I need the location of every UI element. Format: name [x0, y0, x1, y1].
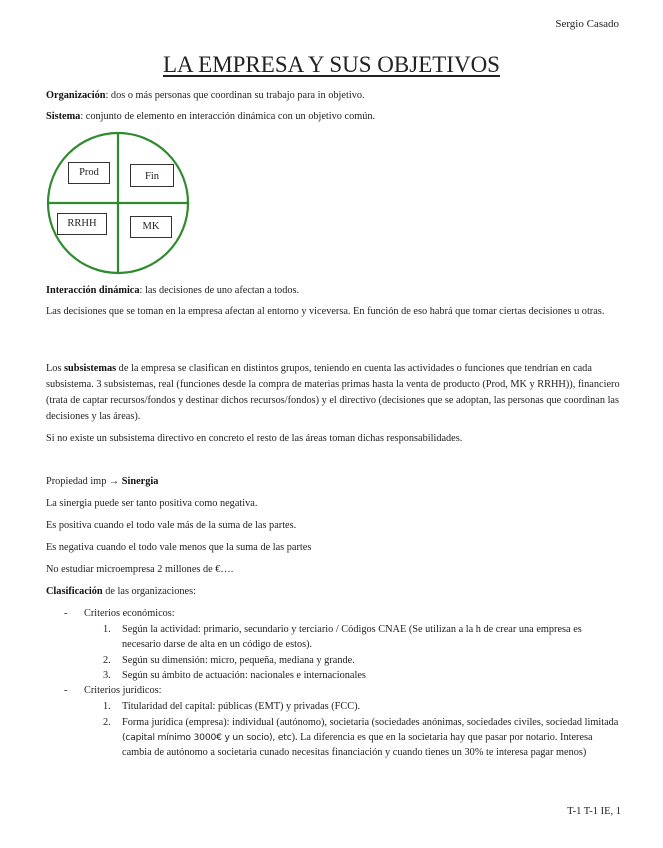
organizacion-definition — [46, 88, 365, 104]
author-name: Sergio Casado — [555, 18, 619, 30]
handwritten-note: (capital mínimo 3000€ y un socio), etc — [122, 732, 292, 743]
page-footer: T-1 T-1 IE, 1 — [567, 806, 621, 817]
sistema-text: : conjunto de elemento en interacción dinámica con un objetivo común. — [80, 111, 376, 122]
list-dash: - — [64, 685, 68, 696]
quadrant-prod: Prod — [68, 162, 110, 184]
list-dash: - — [64, 608, 68, 619]
clasificacion-heading — [46, 584, 196, 600]
list-number: 1. — [103, 701, 111, 712]
forma-juridica-text-b: ). La diferencia es que en la societaria hay que pasar por notario. Interesa cambia de autónomo a societaria cunado necesitas financiación y cuando tienes un 30% te interesa pagar menos) — [122, 732, 593, 758]
criterios-juridicos-label: Criterios jurídicos: — [84, 685, 162, 696]
sinergia-prefix: Propiedad imp — [46, 476, 109, 487]
subsistemas-pre: Los — [46, 363, 65, 374]
page-title — [0, 52, 663, 78]
decisiones-paragraph: Las decisiones que se toman en la empresa afectan al entorno y viceversa. En función de eso habrá que tomar ciertas decisiones u otras. — [46, 306, 605, 317]
sinergia-heading — [46, 474, 158, 490]
list-number: 2. — [103, 655, 111, 666]
subsystems-circle — [46, 131, 190, 275]
subsistemas-term: subsistemas — [64, 363, 117, 374]
list-item: Titularidad del capital: públicas (EMT) y privadas (FCC). — [122, 701, 361, 712]
subsistemas-paragraph — [46, 361, 624, 425]
clasificacion-term: Clasificación — [46, 586, 103, 597]
clasificacion-text: de las organizaciones: — [102, 586, 196, 597]
sinergia-term: Sinergia — [121, 476, 159, 487]
interaccion-text: : las decisiones de uno afectan a todos. — [139, 285, 300, 296]
quadrant-fin: Fin — [130, 164, 174, 187]
subsistemas-text: de la empresa se clasifican en distintos grupos, teniendo en cuenta las actividades o funciones que tendrían en cada subsistema. 3 subsistemas, real (funciones desde la compra de materias primas hasta la venta de producto (Prod, MK y RRHH)), financiero (trata de captar recursos/fondos y destinar dichos recursos/fondos) y el directivo (decisiones que se adoptan, las personas que coordinan las decisiones y las áreas). — [46, 363, 620, 422]
sinergia-line: Es negativa cuando el todo vale menos que la suma de las partes — [46, 542, 312, 553]
sinergia-line: Es positiva cuando el todo vale más de la suma de las partes. — [46, 520, 297, 531]
organizacion-text: : dos o más personas que coordinan su trabajo para in objetivo. — [105, 90, 365, 101]
page-title-text: LA EMPRESA Y SUS OBJETIVOS — [163, 52, 500, 77]
quadrant-rrhh: RRHH — [57, 213, 107, 235]
criterios-economicos-label: Criterios económicos: — [84, 608, 175, 619]
organizacion-term: Organización — [46, 90, 106, 101]
list-item: Según la actividad: primario, secundario y terciario / Códigos CNAE (Se utilizan a la h de crear una empresa es necesario darse de alta en un código de estos). — [122, 624, 582, 650]
microempresa-note: No estudiar microempresa 2 millones de €…. — [46, 564, 234, 575]
list-number: 2. — [103, 717, 111, 728]
interaccion-term: Interacción dinámica — [46, 285, 140, 296]
list-item: Según su dimensión: micro, pequeña, mediana y grande. — [122, 655, 355, 666]
sin-directivo-paragraph: Si no existe un subsistema directivo en concreto el resto de las áreas toman dichas responsabilidades. — [46, 433, 463, 444]
list-number: 1. — [103, 624, 111, 635]
sinergia-line: La sinergia puede ser tanto positiva como negativa. — [46, 498, 258, 509]
quadrant-mk: MK — [130, 216, 172, 238]
forma-juridica-text-a: Forma jurídica (empresa): individual (autónomo), societaria (sociedades anónimas, sociedades civiles, sociedad limitada — [122, 717, 619, 728]
list-number: 3. — [103, 670, 111, 681]
sistema-term: Sistema — [46, 111, 81, 122]
arrow-icon: → — [108, 476, 120, 487]
list-item: Según su ámbito de actuación: nacionales e internacionales — [122, 670, 366, 681]
interaccion-definition — [46, 283, 299, 299]
list-item — [122, 715, 622, 760]
sistema-definition — [46, 109, 375, 125]
subsystems-diagram — [46, 131, 190, 275]
